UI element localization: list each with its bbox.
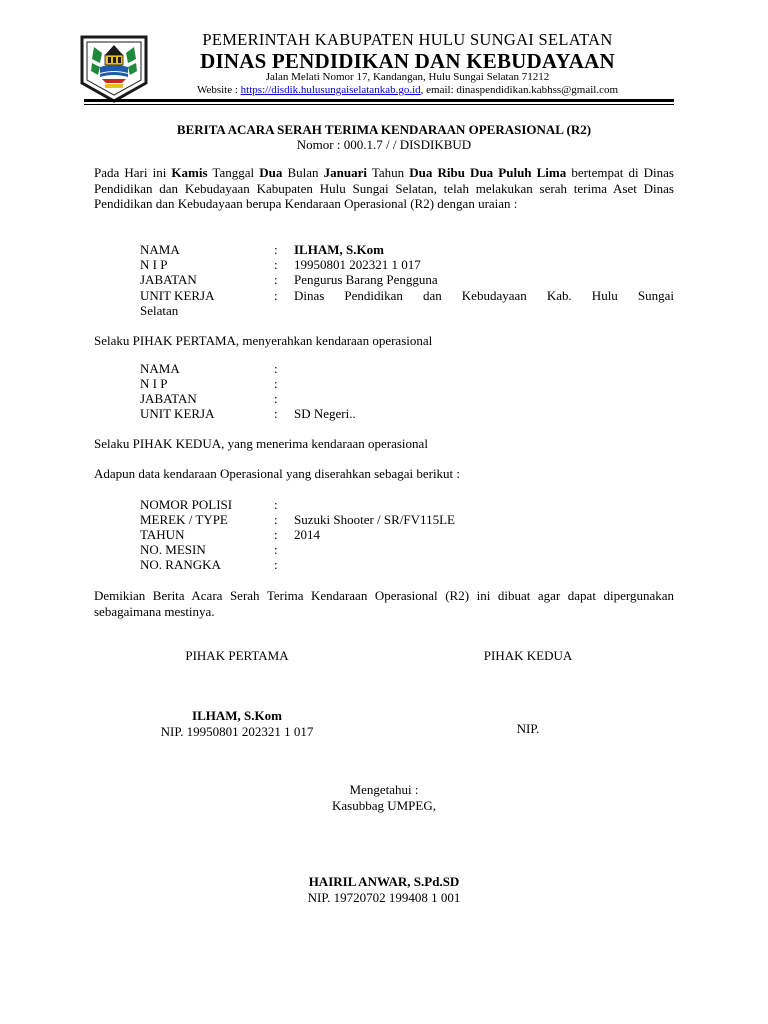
field-colon: : [274,288,278,303]
intro-text: Pada Hari ini [94,165,172,180]
field-colon: : [274,391,278,406]
field-label: UNIT KERJA [140,288,215,303]
field-value-continued: Selatan [140,303,179,318]
field-value: 2014 [294,527,320,542]
field-label: NO. RANGKA [140,557,221,572]
website-link[interactable]: https://disdik.hulusungaiselatankab.go.id [240,84,421,96]
header-agency: DINAS PENDIDIKAN DAN KEBUDAYAAN [200,49,615,73]
field-colon: : [274,242,278,257]
website-prefix: Website : [196,84,241,96]
closing-paragraph: Demikian Berita Acara Serah Terima Kendaraan Operasional (R2) ini dibuat agar dapat dipergunakan sebagaimana mestinya. [94,588,674,619]
field-colon: : [274,361,278,376]
header-rule-thick [84,99,674,102]
field-value: 19950801 202321 1 017 [294,257,421,272]
intro-paragraph [94,165,674,212]
field-colon: : [274,257,278,272]
kasubbag-title: Kasubbag UMPEG, [332,798,436,813]
field-label: NAMA [140,242,180,257]
field-label: N I P [140,257,168,272]
pihak-pertama-name: ILHAM, S.Kom [192,708,282,723]
document-title: BERITA ACARA SERAH TERIMA KENDARAAN OPERASIONAL (R2) [176,122,592,137]
header-rule-thin [84,104,674,105]
intro-date: Dua [259,165,283,180]
field-label: MEREK / TYPE [140,512,228,527]
field-label: NO. MESIN [140,542,206,557]
field-colon: : [274,376,278,391]
field-label: TAHUN [140,527,185,542]
pihak2-role: Selaku PIHAK KEDUA, yang menerima kendaraan operasional [94,436,428,451]
field-value: ILHAM, S.Kom [294,242,384,257]
field-label: NOMOR POLISI [140,497,233,512]
field-label: JABATAN [140,391,197,406]
intro-text: bertempat di Dinas Pendidikan dan Kebudayaan Kabupaten Hulu Sungai Selatan, telah melakukan serah terima Aset Dinas Pendidikan dan Kebudayaan berupa Kendaraan Operasional (R2) dengan uraian : [94,165,674,211]
pihak-kedua-label: PIHAK KEDUA [483,648,573,663]
pihak1-role: Selaku PIHAK PERTAMA, menyerahkan kendaraan operasional [94,333,433,348]
field-colon: : [274,272,278,287]
header-contact [150,84,665,96]
field-value: Pengurus Barang Pengguna [294,272,438,287]
field-value: Dinas Pendidikan dan Kebudayaan Kab. Hulu Sungai [294,288,674,303]
field-value: Suzuki Shooter / SR/FV115LE [294,512,455,527]
field-colon: : [274,527,278,542]
pihak-pertama-label: PIHAK PERTAMA [185,648,289,663]
field-label: NAMA [140,361,180,376]
intro-text: Tahun [366,165,410,180]
field-colon: : [274,557,278,572]
field-label: UNIT KERJA [140,406,215,421]
kasubbag-name: HAIRIL ANWAR, S.Pd.SD [308,874,460,889]
intro-day: Kamis [171,165,208,180]
intro-text: Bulan [282,165,324,180]
regency-crest-icon [78,33,150,105]
email-text: , email: dinaspendidikan.kabhss@gmail.com [420,84,619,96]
field-label: JABATAN [140,272,197,287]
vehicle-intro: Adapun data kendaraan Operasional yang diserahkan sebagai berikut : [94,466,461,481]
intro-month: Januari [323,165,367,180]
kasubbag-nip: NIP. 19720702 199408 1 001 [307,890,461,905]
intro-year: Dua Ribu Dua Puluh Lima [409,165,567,180]
pihak-kedua-nip: NIP. [516,721,540,736]
field-colon: : [274,512,278,527]
intro-text: Tanggal [207,165,260,180]
field-label: N I P [140,376,168,391]
document-number: Nomor : 000.1.7 / / DISDIKBUD [296,137,472,152]
field-colon: : [274,542,278,557]
pihak-pertama-nip: NIP. 19950801 202321 1 017 [160,724,314,739]
mengetahui-label: Mengetahui : [349,782,419,797]
header-government: PEMERINTAH KABUPATEN HULU SUNGAI SELATAN [202,30,613,49]
header-address: Jalan Melati Nomor 17, Kandangan, Hulu Sungai Selatan 71212 [265,71,550,83]
field-colon: : [274,406,278,421]
field-value: SD Negeri.. [294,406,356,421]
field-colon: : [274,497,278,512]
